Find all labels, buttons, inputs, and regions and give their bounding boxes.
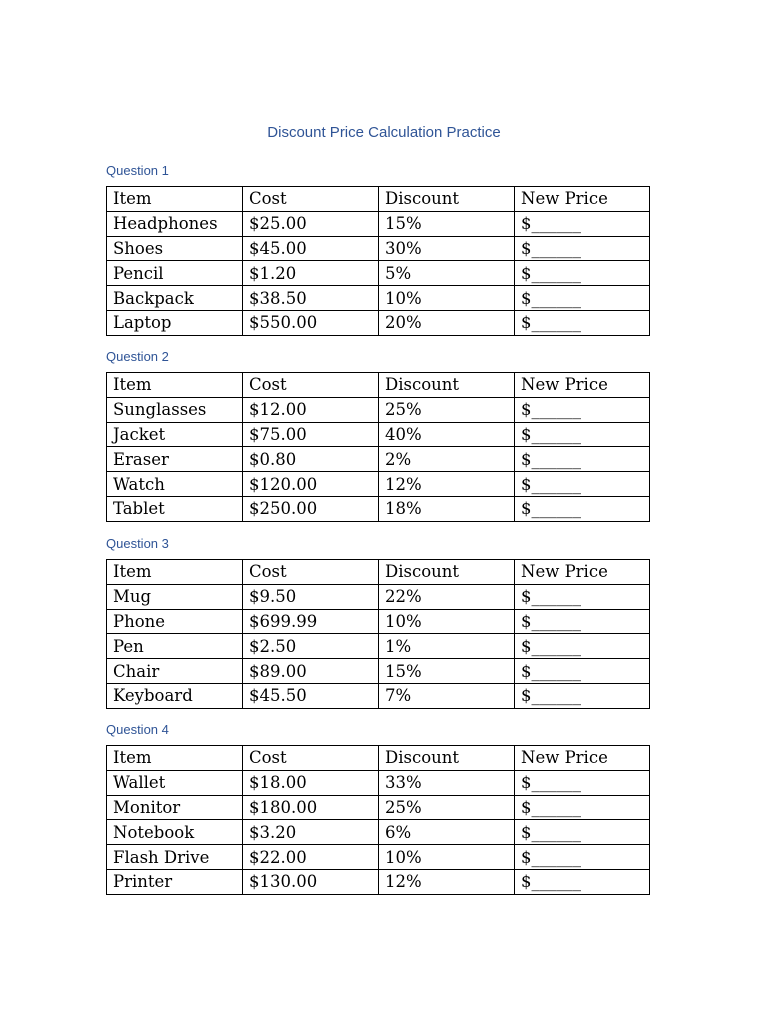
new-price-blank[interactable]: $______ bbox=[515, 820, 650, 845]
column-header-discount: Discount bbox=[379, 187, 515, 212]
price-table bbox=[106, 559, 650, 709]
cost-cell: $120.00 bbox=[243, 472, 379, 497]
table-row bbox=[107, 261, 650, 286]
price-table bbox=[106, 745, 650, 895]
column-header-discount: Discount bbox=[379, 373, 515, 398]
cost-cell: $18.00 bbox=[243, 770, 379, 795]
table-header-row bbox=[107, 746, 650, 771]
new-price-blank[interactable]: $______ bbox=[515, 770, 650, 795]
table-row bbox=[107, 584, 650, 609]
new-price-blank[interactable]: $______ bbox=[515, 236, 650, 261]
cost-cell: $45.00 bbox=[243, 236, 379, 261]
item-cell: Pen bbox=[107, 634, 243, 659]
new-price-blank[interactable]: $______ bbox=[515, 845, 650, 870]
new-price-blank[interactable]: $______ bbox=[515, 634, 650, 659]
discount-cell: 20% bbox=[379, 310, 515, 335]
item-cell: Printer bbox=[107, 869, 243, 894]
question-section-2 bbox=[106, 350, 649, 522]
column-header-cost: Cost bbox=[243, 746, 379, 771]
discount-cell: 22% bbox=[379, 584, 515, 609]
cost-cell: $75.00 bbox=[243, 422, 379, 447]
table-header-row bbox=[107, 373, 650, 398]
table-row bbox=[107, 869, 650, 894]
question-heading: Question 1 bbox=[106, 163, 169, 178]
page-title: Discount Price Calculation Practice bbox=[267, 124, 501, 141]
question-section-3 bbox=[106, 537, 649, 709]
column-header-new-price: New Price bbox=[515, 560, 650, 585]
new-price-blank[interactable]: $______ bbox=[515, 869, 650, 894]
cost-cell: $25.00 bbox=[243, 211, 379, 236]
new-price-blank[interactable]: $______ bbox=[515, 609, 650, 634]
question-section-1 bbox=[106, 164, 649, 336]
column-header-item: Item bbox=[107, 373, 243, 398]
cost-cell: $22.00 bbox=[243, 845, 379, 870]
table-row bbox=[107, 634, 650, 659]
cost-cell: $89.00 bbox=[243, 659, 379, 684]
new-price-blank[interactable]: $______ bbox=[515, 261, 650, 286]
item-cell: Jacket bbox=[107, 422, 243, 447]
discount-cell: 30% bbox=[379, 236, 515, 261]
item-cell: Flash Drive bbox=[107, 845, 243, 870]
discount-cell: 40% bbox=[379, 422, 515, 447]
discount-cell: 18% bbox=[379, 496, 515, 521]
table-row bbox=[107, 236, 650, 261]
new-price-blank[interactable]: $______ bbox=[515, 286, 650, 311]
cost-cell: $9.50 bbox=[243, 584, 379, 609]
table-row bbox=[107, 609, 650, 634]
cost-cell: $1.20 bbox=[243, 261, 379, 286]
discount-cell: 7% bbox=[379, 683, 515, 708]
item-cell: Shoes bbox=[107, 236, 243, 261]
question-heading: Question 2 bbox=[106, 349, 169, 364]
item-cell: Tablet bbox=[107, 496, 243, 521]
new-price-blank[interactable]: $______ bbox=[515, 659, 650, 684]
discount-cell: 10% bbox=[379, 845, 515, 870]
price-table bbox=[106, 186, 650, 336]
cost-cell: $130.00 bbox=[243, 869, 379, 894]
question-heading: Question 4 bbox=[106, 722, 169, 737]
discount-cell: 2% bbox=[379, 447, 515, 472]
discount-cell: 25% bbox=[379, 397, 515, 422]
cost-cell: $699.99 bbox=[243, 609, 379, 634]
table-row bbox=[107, 397, 650, 422]
cost-cell: $45.50 bbox=[243, 683, 379, 708]
column-header-new-price: New Price bbox=[515, 373, 650, 398]
discount-cell: 10% bbox=[379, 286, 515, 311]
cost-cell: $0.80 bbox=[243, 447, 379, 472]
table-row bbox=[107, 472, 650, 497]
item-cell: Keyboard bbox=[107, 683, 243, 708]
item-cell: Wallet bbox=[107, 770, 243, 795]
question-heading: Question 3 bbox=[106, 536, 169, 551]
discount-cell: 15% bbox=[379, 659, 515, 684]
new-price-blank[interactable]: $______ bbox=[515, 795, 650, 820]
new-price-blank[interactable]: $______ bbox=[515, 422, 650, 447]
new-price-blank[interactable]: $______ bbox=[515, 211, 650, 236]
table-row bbox=[107, 795, 650, 820]
item-cell: Mug bbox=[107, 584, 243, 609]
item-cell: Sunglasses bbox=[107, 397, 243, 422]
new-price-blank[interactable]: $______ bbox=[515, 447, 650, 472]
new-price-blank[interactable]: $______ bbox=[515, 472, 650, 497]
table-row bbox=[107, 659, 650, 684]
item-cell: Monitor bbox=[107, 795, 243, 820]
column-header-cost: Cost bbox=[243, 560, 379, 585]
item-cell: Watch bbox=[107, 472, 243, 497]
table-row bbox=[107, 447, 650, 472]
item-cell: Notebook bbox=[107, 820, 243, 845]
table-header-row bbox=[107, 187, 650, 212]
cost-cell: $180.00 bbox=[243, 795, 379, 820]
discount-cell: 33% bbox=[379, 770, 515, 795]
table-row bbox=[107, 820, 650, 845]
discount-cell: 6% bbox=[379, 820, 515, 845]
item-cell: Phone bbox=[107, 609, 243, 634]
item-cell: Pencil bbox=[107, 261, 243, 286]
table-row bbox=[107, 845, 650, 870]
item-cell: Backpack bbox=[107, 286, 243, 311]
item-cell: Headphones bbox=[107, 211, 243, 236]
cost-cell: $3.20 bbox=[243, 820, 379, 845]
new-price-blank[interactable]: $______ bbox=[515, 397, 650, 422]
table-row bbox=[107, 422, 650, 447]
discount-cell: 10% bbox=[379, 609, 515, 634]
new-price-blank[interactable]: $______ bbox=[515, 496, 650, 521]
discount-cell: 12% bbox=[379, 869, 515, 894]
item-cell: Laptop bbox=[107, 310, 243, 335]
table-header-row bbox=[107, 560, 650, 585]
discount-cell: 15% bbox=[379, 211, 515, 236]
cost-cell: $38.50 bbox=[243, 286, 379, 311]
discount-cell: 12% bbox=[379, 472, 515, 497]
column-header-new-price: New Price bbox=[515, 187, 650, 212]
table-row bbox=[107, 310, 650, 335]
new-price-blank[interactable]: $______ bbox=[515, 584, 650, 609]
new-price-blank[interactable]: $______ bbox=[515, 683, 650, 708]
column-header-cost: Cost bbox=[243, 187, 379, 212]
cost-cell: $550.00 bbox=[243, 310, 379, 335]
column-header-cost: Cost bbox=[243, 373, 379, 398]
column-header-item: Item bbox=[107, 560, 243, 585]
table-row bbox=[107, 211, 650, 236]
discount-cell: 1% bbox=[379, 634, 515, 659]
item-cell: Chair bbox=[107, 659, 243, 684]
table-row bbox=[107, 683, 650, 708]
question-section-4 bbox=[106, 723, 649, 895]
price-table bbox=[106, 372, 650, 522]
table-row bbox=[107, 286, 650, 311]
discount-cell: 25% bbox=[379, 795, 515, 820]
new-price-blank[interactable]: $______ bbox=[515, 310, 650, 335]
column-header-discount: Discount bbox=[379, 746, 515, 771]
cost-cell: $250.00 bbox=[243, 496, 379, 521]
table-row bbox=[107, 496, 650, 521]
table-row bbox=[107, 770, 650, 795]
cost-cell: $2.50 bbox=[243, 634, 379, 659]
column-header-item: Item bbox=[107, 746, 243, 771]
column-header-item: Item bbox=[107, 187, 243, 212]
cost-cell: $12.00 bbox=[243, 397, 379, 422]
column-header-new-price: New Price bbox=[515, 746, 650, 771]
discount-cell: 5% bbox=[379, 261, 515, 286]
item-cell: Eraser bbox=[107, 447, 243, 472]
column-header-discount: Discount bbox=[379, 560, 515, 585]
